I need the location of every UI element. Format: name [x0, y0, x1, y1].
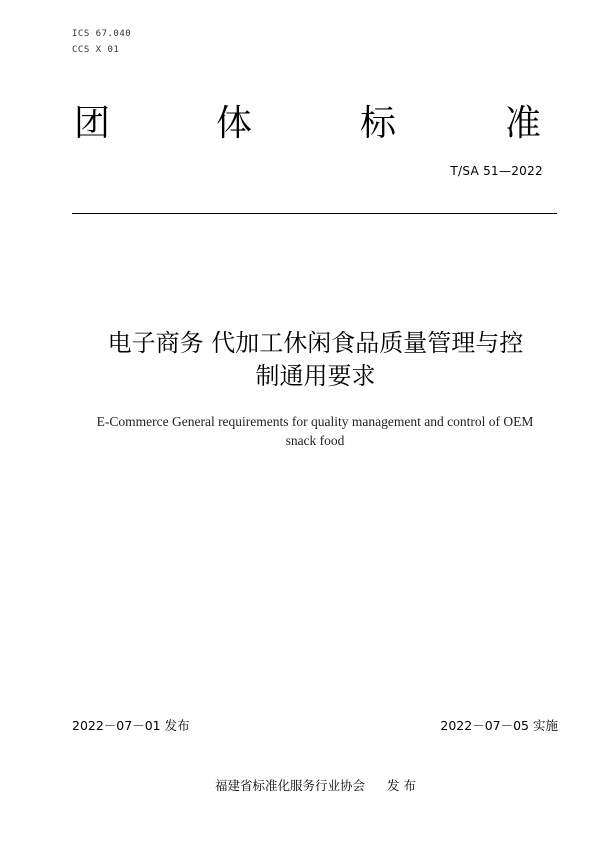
publisher-name: 福建省标准化服务行业协会 [215, 778, 366, 793]
standard-number: T/SA 51—2022 [450, 164, 543, 178]
chinese-title-line-1: 电子商务 代加工休闲食品质量管理与控 [107, 329, 524, 357]
english-title-line-1: E-Commerce General requirements for quality management and control of OEM [96, 414, 534, 429]
header-rule [72, 213, 557, 214]
doc-type-char-4: 准 [505, 103, 542, 144]
publication-date: 2022－07－01 发布 [72, 718, 190, 733]
doc-type-char-1: 团 [74, 103, 111, 144]
doc-type-char-3: 标 [360, 103, 397, 144]
chinese-title-line-2: 制通用要求 [255, 362, 376, 390]
english-title-line-2: snack food [285, 433, 345, 448]
ics-code: ICS 67.040 [72, 29, 132, 39]
doc-type-char-2: 体 [216, 103, 253, 144]
publisher-action: 发 布 [387, 778, 416, 793]
implementation-date: 2022－07－05 实施 [440, 718, 558, 733]
ccs-code: CCS X 01 [72, 45, 120, 55]
publisher-line [72, 776, 559, 794]
